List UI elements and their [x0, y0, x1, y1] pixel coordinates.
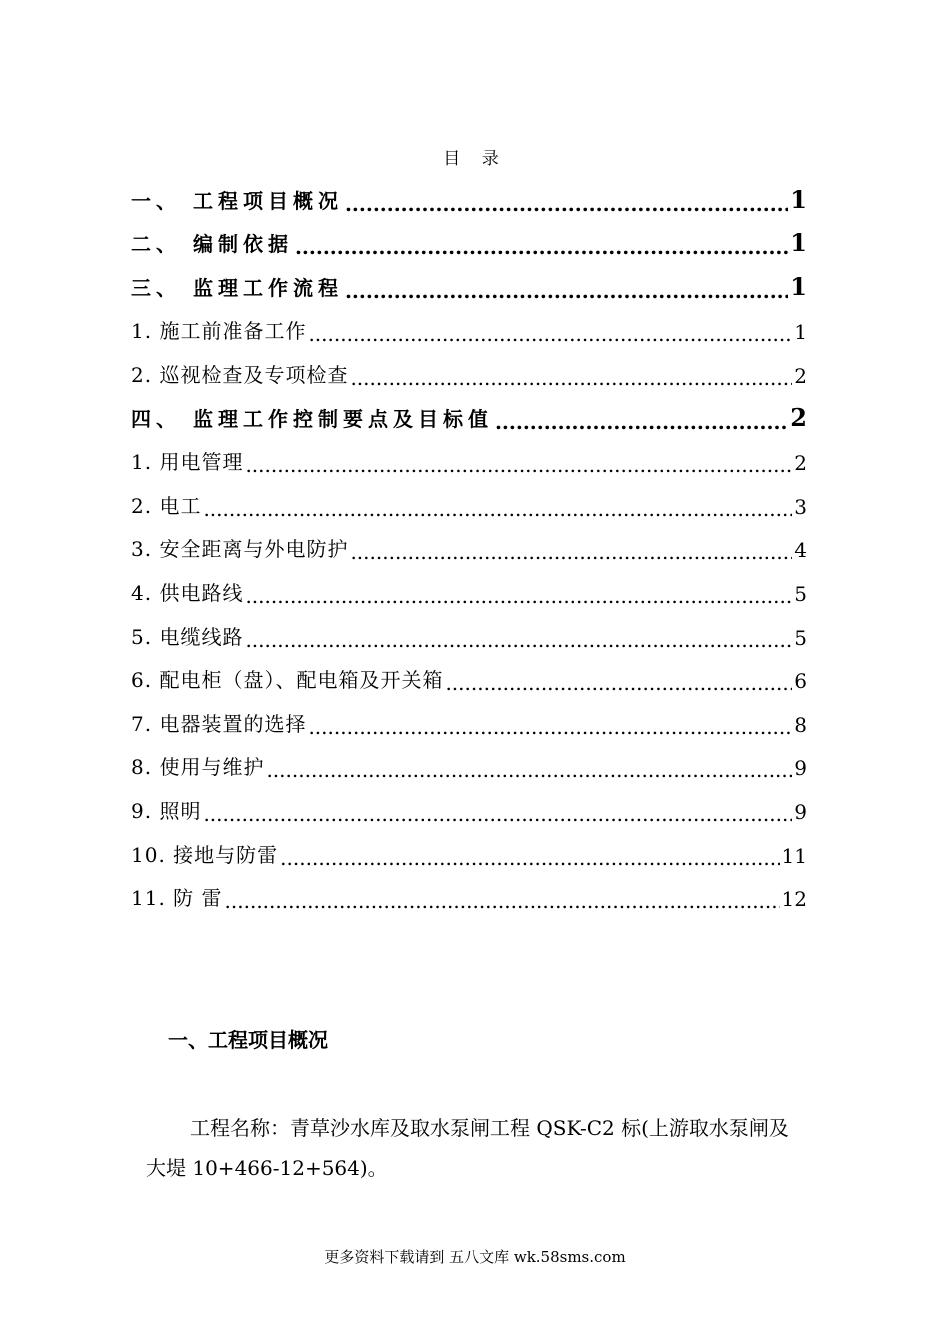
toc-dot-leader: [245, 455, 792, 475]
toc-entry-page-number: 6: [794, 669, 807, 694]
toc-entry-label: 二、 编制依据: [131, 232, 293, 257]
toc-entry-page-number: 1: [790, 184, 807, 214]
toc-entry-page-number: 11: [781, 843, 807, 868]
toc-entry-label: 1. 用电管理: [131, 450, 244, 475]
toc-entry[interactable]: [131, 344, 807, 388]
toc-entry-page-number: 12: [781, 887, 807, 912]
toc-entry-page-number: 8: [794, 712, 807, 737]
toc-entry[interactable]: [131, 868, 807, 912]
toc-dot-leader: [280, 848, 779, 868]
toc-dot-leader: [245, 586, 792, 606]
toc-entry[interactable]: [131, 301, 807, 345]
toc-dot-leader: [266, 760, 792, 780]
toc-entry-label: 7. 电器装置的选择: [131, 711, 307, 736]
toc-entry[interactable]: [131, 388, 807, 432]
toc-entry-page-number: 4: [794, 538, 807, 563]
toc-entry[interactable]: [131, 519, 807, 563]
toc-dot-leader: [203, 804, 792, 824]
toc-dot-leader: [295, 237, 788, 257]
toc-entry[interactable]: [131, 780, 807, 824]
toc-entry[interactable]: [131, 824, 807, 868]
toc-entry-label: 6. 配电柜（盘）、配电箱及开关箱: [131, 668, 444, 693]
toc-entry[interactable]: [131, 432, 807, 476]
toc-entry-label: 11. 防 雷: [131, 886, 223, 911]
toc-entry-page-number: 2: [794, 363, 807, 388]
toc-entry-page-number: 1: [794, 320, 807, 345]
toc-dot-leader: [495, 412, 788, 432]
toc-entry-page-number: 9: [794, 799, 807, 824]
toc-dot-leader: [203, 499, 792, 519]
toc-dot-leader: [445, 673, 792, 693]
toc-entry[interactable]: [131, 475, 807, 519]
toc-entry-label: 四、 监理工作控制要点及目标值: [131, 406, 493, 431]
toc-entry-label: 4. 供电路线: [131, 580, 244, 605]
toc-entry-label: 8. 使用与维护: [131, 755, 265, 780]
toc-entry-page-number: 2: [790, 402, 807, 432]
toc-entry-page-number: 1: [790, 228, 807, 258]
toc-entry-page-number: 2: [794, 451, 807, 476]
toc-entry-label: 3. 安全距离与外电防护: [131, 537, 349, 562]
toc-dot-leader: [345, 281, 788, 301]
toc-dot-leader: [308, 324, 792, 344]
toc-entry-label: 5. 电缆线路: [131, 624, 244, 649]
toc-entry-page-number: 9: [794, 756, 807, 781]
toc-dot-leader: [350, 368, 792, 388]
toc-entry-label: 一、 工程项目概况: [131, 188, 343, 213]
toc-entry-label: 10. 接地与防雷: [131, 842, 279, 867]
toc-dot-leader: [308, 717, 792, 737]
toc-entry-label: 三、 监理工作流程: [131, 275, 343, 300]
toc-entry-label: 1. 施工前准备工作: [131, 319, 307, 344]
toc-entry[interactable]: [131, 606, 807, 650]
toc-entry[interactable]: [131, 257, 807, 301]
toc-entry[interactable]: [131, 693, 807, 737]
footer-download-note: 更多资料下载请到 五八文库 wk.58sms.com: [324, 1248, 626, 1266]
toc-entry[interactable]: [131, 562, 807, 606]
toc-entry[interactable]: [131, 650, 807, 694]
toc-entry-label: 2. 电工: [131, 493, 202, 518]
toc-entry[interactable]: [131, 214, 807, 258]
toc-dot-leader: [245, 630, 792, 650]
toc-entry-label: 2. 巡视检查及专项检查: [131, 362, 349, 387]
project-name-paragraph: 工程名称：青草沙水库及取水泵闸工程 QSK-C2 标(上游取水泵闸及大堤 10+466-12+564)。: [146, 1116, 789, 1180]
toc-dot-leader: [345, 194, 788, 214]
toc-dot-leader: [350, 542, 792, 562]
toc-title: 目 录: [443, 149, 507, 169]
toc-entry-page-number: 1: [790, 271, 807, 301]
toc-entry-page-number: 5: [794, 625, 807, 650]
toc-dot-leader: [225, 891, 780, 911]
table-of-contents: [131, 170, 807, 911]
toc-entry-page-number: 3: [794, 494, 807, 519]
toc-entry-page-number: 5: [794, 581, 807, 606]
toc-entry[interactable]: [131, 737, 807, 781]
section-heading: 一、工程项目概况: [168, 1028, 328, 1052]
toc-entry[interactable]: [131, 170, 807, 214]
toc-entry-label: 9. 照明: [131, 798, 202, 823]
